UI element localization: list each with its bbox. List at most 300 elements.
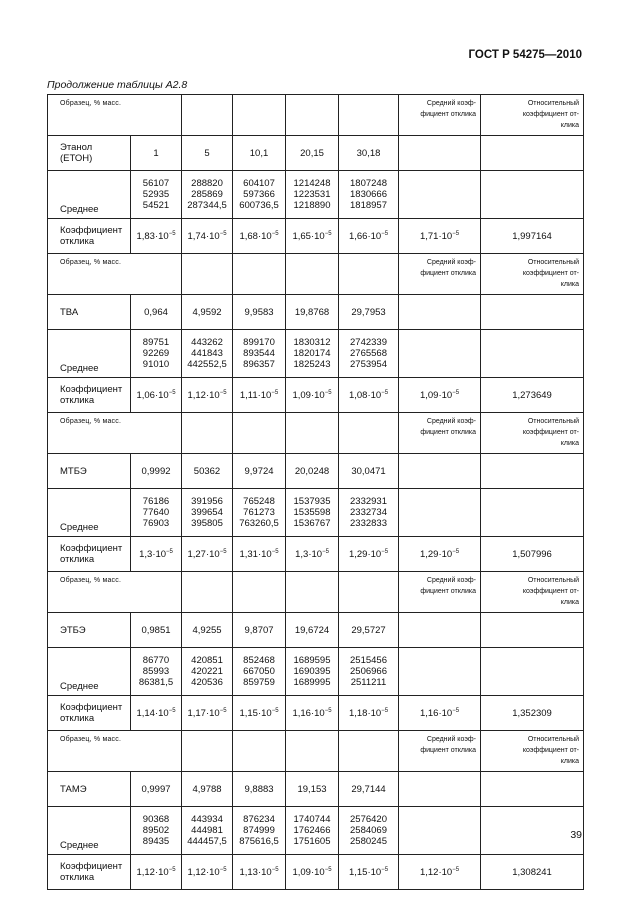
- rel-response-header-text: Относительный: [527, 577, 580, 584]
- area-value: 2511211: [350, 677, 387, 688]
- coef-exponent: −5: [271, 548, 279, 555]
- area-value: 1818957: [350, 200, 387, 211]
- coef-label-text: отклика: [60, 236, 95, 247]
- concentration-cell: [233, 454, 286, 489]
- compound-name-text: ТВА: [60, 306, 79, 318]
- rel-response-cell: [481, 537, 584, 572]
- coefficient-cell: [339, 378, 399, 413]
- coef-value: 1,31·10: [239, 548, 272, 560]
- concentration-cell: [286, 136, 339, 171]
- rel-response-header: [481, 731, 584, 772]
- concentration-value: 0,9992: [141, 465, 171, 477]
- area-cell: [131, 807, 182, 855]
- area-value: 1536767: [293, 518, 331, 529]
- concentration-cell: [339, 136, 399, 171]
- compound-name-text: ТАМЭ: [60, 783, 87, 795]
- coefficient-cell: [339, 696, 399, 731]
- empty-cell: [481, 489, 584, 537]
- avg-response-header-text: фициент отклика: [420, 270, 477, 277]
- concentration-row: [48, 772, 584, 807]
- average-label-text: Среднее: [60, 681, 99, 692]
- header-empty-cell: [286, 413, 339, 454]
- coefficient-cell: [286, 378, 339, 413]
- standard-code: ГОСТ Р 54275—2010: [468, 49, 582, 61]
- avg-response-cell: [399, 378, 481, 413]
- coef-exponent: −5: [381, 866, 389, 873]
- area-value: 287344,5: [187, 200, 227, 211]
- avg-response-header-text: Средний коэф-: [426, 259, 477, 266]
- header-label-text: Образец, % масс.: [60, 577, 122, 584]
- area-value: 52935: [142, 189, 170, 200]
- area-value: 420221: [191, 666, 223, 677]
- area-value: 391956: [191, 496, 223, 507]
- empty-cell: [399, 171, 481, 219]
- area-cell: [182, 648, 233, 696]
- area-value: 443262: [191, 337, 223, 348]
- area-value: 86381,5: [138, 677, 174, 688]
- coefficient-row: [48, 537, 584, 572]
- coef-value: 1,18·10: [348, 707, 382, 719]
- coef-value: 1,71·10: [419, 230, 453, 242]
- area-cell: [131, 489, 182, 537]
- coefficient-cell: [339, 855, 399, 890]
- area-value: 2765568: [350, 348, 387, 359]
- area-value: 1690395: [293, 666, 331, 677]
- area-value: 395805: [191, 518, 223, 529]
- concentration-cell: [286, 772, 339, 807]
- area-value: 1807248: [350, 178, 387, 189]
- coefficient-cell: [286, 696, 339, 731]
- concentration-value: 4,9592: [192, 306, 222, 318]
- coef-value: 1,09·10: [419, 389, 453, 401]
- area-cell: [286, 171, 339, 219]
- data-table: [47, 94, 584, 890]
- area-value: 597366: [243, 189, 275, 200]
- header-row: [48, 413, 584, 454]
- concentration-cell: [182, 613, 233, 648]
- area-value: 89751: [142, 337, 170, 348]
- concentration-cell: [286, 295, 339, 330]
- rel-response-header-text: Относительный: [527, 736, 580, 743]
- coefficient-cell: [339, 219, 399, 254]
- area-cell: [286, 330, 339, 378]
- coef-exponent: −5: [168, 389, 176, 396]
- coefficient-cell: [233, 696, 286, 731]
- rel-response-header-text: Относительный: [527, 100, 580, 107]
- concentration-row: [48, 136, 584, 171]
- coef-label: [48, 378, 131, 413]
- empty-cell: [399, 807, 481, 855]
- area-value: 763260,5: [239, 518, 279, 529]
- avg-response-cell: [399, 537, 481, 572]
- area-cell: [286, 807, 339, 855]
- area-value: 85993: [142, 666, 170, 677]
- coefficient-cell: [339, 537, 399, 572]
- area-value: 1689595: [293, 655, 331, 666]
- sample-header-label: [48, 731, 182, 772]
- coef-exponent: −5: [452, 230, 460, 237]
- average-label-text: Среднее: [60, 840, 99, 851]
- area-value: 443934: [191, 814, 223, 825]
- coef-value: 1,15·10: [239, 707, 272, 719]
- rel-response-header-text: клика: [560, 281, 580, 288]
- areas-row: [48, 807, 584, 855]
- concentration-row: [48, 613, 584, 648]
- area-value: 444457,5: [187, 836, 227, 847]
- coef-exponent: −5: [168, 866, 176, 873]
- avg-response-header: [399, 95, 481, 136]
- rel-response-header: [481, 254, 584, 295]
- area-value: 2576420: [350, 814, 387, 825]
- coef-label-text: Коэффициент: [60, 225, 123, 236]
- coef-label-text: Коэффициент: [60, 702, 123, 713]
- rel-response-header-text: клика: [560, 599, 580, 606]
- coef-label-text: Коэффициент: [60, 861, 123, 872]
- concentration-value: 4,9255: [192, 624, 222, 636]
- concentration-value: 30,0471: [351, 465, 386, 477]
- area-value: 1830666: [350, 189, 387, 200]
- area-value: 91010: [142, 359, 170, 370]
- coef-label-text: Коэффициент: [60, 543, 123, 554]
- area-cell: [339, 807, 399, 855]
- coef-exponent: −5: [219, 866, 227, 873]
- area-cell: [131, 171, 182, 219]
- concentration-value: 9,9583: [244, 306, 274, 318]
- area-value: 2753954: [350, 359, 387, 370]
- area-value: 667050: [243, 666, 275, 677]
- area-value: 2580245: [350, 836, 387, 847]
- area-value: 1214248: [293, 178, 331, 189]
- coefficient-cell: [131, 219, 182, 254]
- coef-value: 1,68·10: [239, 230, 272, 242]
- average-label: [48, 648, 131, 696]
- area-value: 896357: [243, 359, 275, 370]
- coef-value: 1,12·10: [136, 866, 169, 878]
- sample-header-label: [48, 572, 182, 613]
- coefficient-cell: [182, 378, 233, 413]
- concentration-value: 0,9997: [141, 783, 171, 795]
- concentration-value: 19,153: [297, 783, 327, 795]
- coef-value: 1,29·10: [348, 548, 382, 560]
- coefficient-cell: [182, 696, 233, 731]
- concentration-value: 9,8883: [244, 783, 274, 795]
- concentration-cell: [233, 295, 286, 330]
- coefficient-cell: [233, 537, 286, 572]
- coef-value: 1,66·10: [348, 230, 382, 242]
- compound-name: [48, 613, 131, 648]
- rel-response-header: [481, 95, 584, 136]
- empty-cell: [399, 772, 481, 807]
- coefficient-cell: [182, 219, 233, 254]
- rel-response-header-text: коэффициент от-: [522, 588, 580, 595]
- coef-value: 1,17·10: [187, 707, 220, 719]
- header-empty-cell: [339, 254, 399, 295]
- compound-name: [48, 136, 131, 171]
- concentration-value: 4,9788: [192, 783, 222, 795]
- rel-response-value: 1,352309: [512, 707, 552, 719]
- rel-response-header-text: Относительный: [527, 259, 580, 266]
- average-label-text: Среднее: [60, 522, 99, 533]
- area-cell: [286, 489, 339, 537]
- concentration-cell: [182, 136, 233, 171]
- avg-response-header-text: Средний коэф-: [426, 418, 477, 425]
- header-empty-cell: [286, 572, 339, 613]
- coef-value: 1,09·10: [292, 389, 325, 401]
- rel-response-cell: [481, 855, 584, 890]
- coef-label: [48, 219, 131, 254]
- area-value: 56107: [142, 178, 170, 189]
- area-value: 876234: [243, 814, 275, 825]
- avg-response-cell: [399, 696, 481, 731]
- concentration-cell: [286, 454, 339, 489]
- area-value: 442552,5: [187, 359, 227, 370]
- coef-exponent: −5: [452, 548, 460, 555]
- coef-value: 1,12·10: [187, 866, 220, 878]
- area-cell: [339, 330, 399, 378]
- empty-cell: [481, 807, 584, 855]
- area-value: 285869: [191, 189, 223, 200]
- coef-exponent: −5: [324, 389, 332, 396]
- coef-exponent: −5: [452, 866, 460, 873]
- rel-response-header: [481, 413, 584, 454]
- rel-response-header-text: клика: [560, 122, 580, 129]
- coef-value: 1,08·10: [348, 389, 382, 401]
- header-empty-cell: [233, 95, 286, 136]
- concentration-cell: [182, 454, 233, 489]
- coef-exponent: −5: [168, 707, 176, 714]
- area-value: 859759: [243, 677, 275, 688]
- area-value: 1535598: [293, 507, 331, 518]
- concentration-cell: [182, 295, 233, 330]
- area-value: 89502: [142, 825, 170, 836]
- header-empty-cell: [233, 572, 286, 613]
- coef-value: 1,11·10: [239, 389, 272, 401]
- coef-exponent: −5: [271, 707, 279, 714]
- header-empty-cell: [182, 95, 233, 136]
- concentration-cell: [131, 454, 182, 489]
- coef-label-text: Коэффициент: [60, 384, 123, 395]
- rel-response-header-text: коэффициент от-: [522, 747, 580, 754]
- coef-exponent: −5: [219, 230, 227, 237]
- area-cell: [131, 648, 182, 696]
- page-number: 39: [570, 829, 582, 841]
- avg-response-header-text: фициент отклика: [420, 111, 477, 118]
- area-value: 875616,5: [239, 836, 279, 847]
- rel-response-value: 1,997164: [512, 230, 552, 242]
- area-value: 420851: [191, 655, 223, 666]
- coef-label-text: отклика: [60, 713, 95, 724]
- coefficient-row: [48, 696, 584, 731]
- concentration-value: 20,0248: [294, 465, 330, 477]
- area-cell: [182, 171, 233, 219]
- concentration-cell: [182, 772, 233, 807]
- area-value: 2584069: [350, 825, 387, 836]
- area-value: 54521: [142, 200, 170, 211]
- coef-value: 1,65·10: [292, 230, 325, 242]
- empty-cell: [399, 489, 481, 537]
- rel-response-header-text: коэффициент от-: [522, 429, 580, 436]
- rel-response-header-text: клика: [560, 758, 580, 765]
- coef-value: 1,74·10: [187, 230, 220, 242]
- concentration-cell: [131, 295, 182, 330]
- header-label-text: Образец, % масс.: [60, 418, 122, 425]
- coef-value: 1,14·10: [136, 707, 169, 719]
- avg-response-header-text: фициент отклика: [420, 429, 477, 436]
- header-empty-cell: [339, 731, 399, 772]
- avg-response-header: [399, 731, 481, 772]
- coef-label: [48, 537, 131, 572]
- area-cell: [233, 648, 286, 696]
- rel-response-cell: [481, 378, 584, 413]
- empty-cell: [481, 648, 584, 696]
- area-value: 2515456: [350, 655, 387, 666]
- coef-value: 1,27·10: [187, 548, 220, 560]
- coef-value: 1,16·10: [292, 707, 325, 719]
- coef-label: [48, 696, 131, 731]
- area-value: 2332833: [350, 518, 387, 529]
- coef-exponent: −5: [324, 707, 332, 714]
- area-cell: [182, 807, 233, 855]
- area-value: 765248: [243, 496, 275, 507]
- coef-exponent: −5: [271, 866, 279, 873]
- concentration-cell: [339, 295, 399, 330]
- header-empty-cell: [182, 254, 233, 295]
- rel-response-header-text: коэффициент от-: [522, 270, 580, 277]
- rel-response-value: 1,507996: [512, 548, 552, 560]
- header-empty-cell: [233, 254, 286, 295]
- concentration-cell: [286, 613, 339, 648]
- header-empty-cell: [339, 413, 399, 454]
- area-value: 420536: [191, 677, 223, 688]
- rel-response-value: 1,308241: [512, 866, 552, 878]
- area-value: 1689995: [293, 677, 331, 688]
- areas-row: [48, 330, 584, 378]
- table-caption: Продолжение таблицы А2.8: [47, 79, 188, 91]
- concentration-cell: [131, 613, 182, 648]
- empty-cell: [481, 613, 584, 648]
- header-empty-cell: [182, 572, 233, 613]
- empty-cell: [481, 454, 584, 489]
- area-value: 1537935: [293, 496, 331, 507]
- area-value: 2506966: [350, 666, 387, 677]
- area-value: 86770: [142, 655, 170, 666]
- coef-value: 1,83·10: [136, 230, 169, 242]
- header-label-text: Образец, % масс.: [60, 100, 122, 107]
- area-cell: [182, 489, 233, 537]
- concentration-cell: [233, 772, 286, 807]
- coef-exponent: −5: [381, 707, 389, 714]
- coef-value: 1,06·10: [136, 389, 169, 401]
- empty-cell: [481, 295, 584, 330]
- compound-name: [48, 295, 131, 330]
- area-value: 441843: [191, 348, 223, 359]
- compound-name: [48, 772, 131, 807]
- coef-label-text: отклика: [60, 872, 95, 883]
- coef-value: 1,3·10: [295, 548, 323, 560]
- coefficient-cell: [131, 696, 182, 731]
- area-value: 1751605: [293, 836, 331, 847]
- sample-header-label: [48, 95, 182, 136]
- header-empty-cell: [182, 731, 233, 772]
- coefficient-cell: [286, 537, 339, 572]
- coefficient-row: [48, 855, 584, 890]
- area-cell: [233, 807, 286, 855]
- concentration-value: 30,18: [356, 147, 381, 159]
- coefficient-cell: [233, 378, 286, 413]
- area-value: 1218890: [293, 200, 331, 211]
- header-row: [48, 254, 584, 295]
- concentration-cell: [339, 454, 399, 489]
- concentration-value: 9,9724: [244, 465, 274, 477]
- area-value: 1830312: [293, 337, 331, 348]
- area-value: 1740744: [293, 814, 331, 825]
- compound-name-text: ЭТБЭ: [60, 624, 86, 636]
- header-empty-cell: [339, 572, 399, 613]
- average-label-text: Среднее: [60, 363, 99, 374]
- areas-row: [48, 648, 584, 696]
- area-value: 604107: [243, 178, 275, 189]
- empty-cell: [399, 295, 481, 330]
- average-label: [48, 171, 131, 219]
- area-value: 89435: [142, 836, 170, 847]
- coef-exponent: −5: [452, 389, 460, 396]
- average-label: [48, 489, 131, 537]
- compound-name-text: Этанол: [60, 142, 93, 153]
- coefficient-cell: [131, 855, 182, 890]
- header-row: [48, 572, 584, 613]
- area-value: 874999: [243, 825, 275, 836]
- area-cell: [131, 330, 182, 378]
- area-value: 2332734: [350, 507, 387, 518]
- rel-response-cell: [481, 219, 584, 254]
- header-row: [48, 95, 584, 136]
- concentration-cell: [339, 772, 399, 807]
- coef-exponent: −5: [324, 866, 332, 873]
- coef-value: 1,3·10: [139, 548, 167, 560]
- coefficient-cell: [233, 855, 286, 890]
- coef-exponent: −5: [324, 230, 332, 237]
- empty-cell: [399, 648, 481, 696]
- coefficient-cell: [131, 537, 182, 572]
- header-empty-cell: [339, 95, 399, 136]
- area-value: 600736,5: [239, 200, 279, 211]
- concentration-value: 1: [153, 147, 159, 159]
- header-row: [48, 731, 584, 772]
- area-value: 90368: [142, 814, 170, 825]
- coefficient-cell: [286, 855, 339, 890]
- coefficient-cell: [233, 219, 286, 254]
- concentration-value: 29,7144: [351, 783, 386, 795]
- areas-row: [48, 171, 584, 219]
- rel-response-header: [481, 572, 584, 613]
- compound-name: [48, 454, 131, 489]
- area-cell: [339, 489, 399, 537]
- concentration-value: 19,8768: [294, 306, 330, 318]
- coefficient-cell: [131, 378, 182, 413]
- concentration-row: [48, 295, 584, 330]
- area-value: 76903: [142, 518, 170, 529]
- coef-exponent: −5: [219, 707, 227, 714]
- concentration-value: 5: [204, 147, 210, 159]
- area-value: 2742339: [350, 337, 387, 348]
- area-value: 444981: [191, 825, 223, 836]
- avg-response-cell: [399, 855, 481, 890]
- sample-header-label: [48, 254, 182, 295]
- avg-response-header-text: Средний коэф-: [426, 577, 477, 584]
- empty-cell: [399, 330, 481, 378]
- coef-exponent: −5: [168, 230, 176, 237]
- area-value: 761273: [243, 507, 275, 518]
